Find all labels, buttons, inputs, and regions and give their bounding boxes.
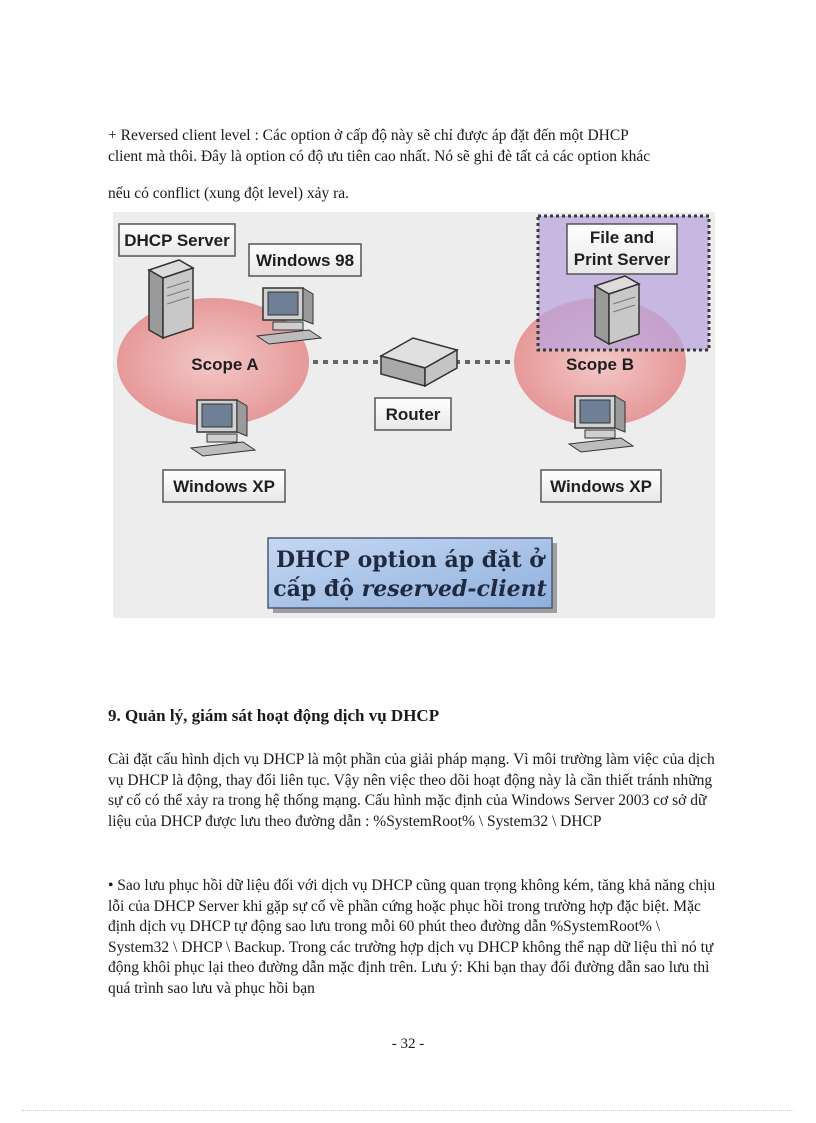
section-heading: 9. Quản lý, giám sát hoạt động dịch vụ DHCP <box>108 706 440 725</box>
paragraph-line: client mà thôi. Đây là option có độ ưu tiên cao nhất. Nó sẽ ghi đè tất cả các option khác <box>108 148 651 165</box>
caption-line1: DHCP option áp đặt ở <box>276 547 544 573</box>
paragraph-dhcp-backup: • Sao lưu phục hồi dữ liệu đối với dịch vụ DHCP cũng quan trọng không kém, tăng khả năng chịu lỗi của DHCP Server khi gặp sự cố về phần cứng hoặc phục hồi trong trường hợp đặc biệt. Mặc định dịch vụ DHCP tự động sao lưu trong mỗi 60 phút theo đường dẫn %SystemRoot% \ System32 \ DHCP \ Backup. Trong các trường hợp dịch vụ DHCP không thể nạp dữ liệu thì nó tự động khôi phục lại theo đường dẫn mặc định trên. Lưu ý: Khi bạn thay đổi đường dẫn sao lưu thì quá trình sao lưu và phục hồi bạn <box>108 877 716 997</box>
windows98-label: Windows 98 <box>255 251 355 270</box>
computer-icon <box>257 288 321 344</box>
computer-icon <box>191 400 255 456</box>
computer-icon <box>569 396 633 452</box>
paragraph-line: + Reversed client level : Các option ở cấp độ này sẽ chỉ được áp đặt đến một DHCP <box>108 127 629 144</box>
paragraph-dhcp-config: Cài đặt cấu hình dịch vụ DHCP là một phần của giải pháp mạng. Vì môi trường làm việc của dịch vụ DHCP là động, thay đổi liên tục. Vậy nên việc theo dõi hoạt động này là cần thiết tránh những sự cố có thể xảy ra trong hệ thống mạng. Cấu hình mặc định của Windows Server 2003 cơ sở dữ liệu của DHCP được lưu theo đường dẫn : %SystemRoot% \ System32 \ DHCP <box>108 751 715 830</box>
dhcp-server-label: DHCP Server <box>124 231 230 250</box>
caption-line2-emphasis: reserved-client <box>361 576 547 602</box>
windows-xp-left-label: Windows XP <box>173 477 275 496</box>
caption-line2 <box>273 576 547 602</box>
footer-divider <box>22 1110 794 1111</box>
file-print-label-line2: Print Server <box>573 250 671 269</box>
dhcp-scope-diagram <box>113 212 715 618</box>
router-icon <box>381 338 457 386</box>
paragraph-line: nếu có conflict (xung đột level) xảy ra. <box>108 185 350 202</box>
paragraph-reserved-client <box>108 125 718 204</box>
windows-xp-right-label: Windows XP <box>550 477 652 496</box>
server-icon <box>149 260 193 338</box>
page-number: - 32 - <box>391 1036 425 1052</box>
router-label: Router <box>385 405 441 424</box>
scope-a-label: Scope A <box>191 355 259 374</box>
scope-b-label: Scope B <box>565 355 635 374</box>
server-icon <box>595 276 639 344</box>
caption-line2-prefix: cấp độ <box>273 576 362 602</box>
file-print-label-line1: File and <box>589 228 655 247</box>
